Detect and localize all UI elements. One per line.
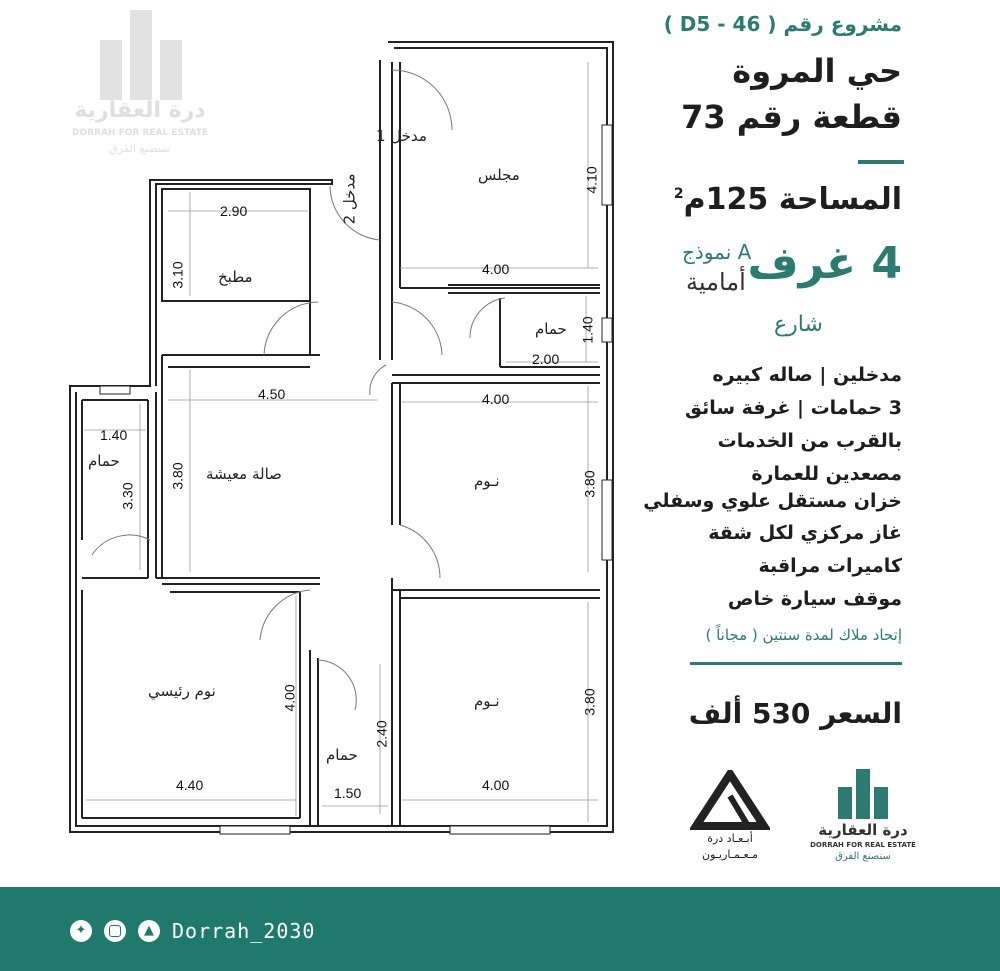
entrance-1-label: مدخل 1 xyxy=(376,127,427,145)
area xyxy=(674,182,902,217)
facing: أمامية xyxy=(686,268,746,296)
room-bed-2: نـوم xyxy=(474,692,500,710)
entrance-2-label: مدخل 2 xyxy=(340,173,359,225)
room-bath-bottom: حمام xyxy=(326,746,358,764)
dim-bath-left-w: 1.40 xyxy=(100,427,128,443)
dim-bath-bottom-w: 1.50 xyxy=(334,785,362,801)
rooms-count: 4 غرف xyxy=(747,238,902,289)
dim-bed1-h: 3.80 xyxy=(581,470,598,498)
feature-line: مدخلين | صاله كبيره xyxy=(712,364,902,386)
dim-bed2-w: 4.00 xyxy=(482,777,510,793)
partner-logo xyxy=(690,770,770,870)
dim-bed2-h: 3.80 xyxy=(581,688,598,716)
project-code: ( D5 - 46 ) xyxy=(663,12,777,36)
plot-number: قطعة رقم 73 xyxy=(681,98,902,136)
brand-name-en: DORRAH FOR REAL ESTATE xyxy=(810,841,916,849)
dim-kitchen-h: 3.10 xyxy=(169,261,186,289)
dim-majlis-h: 4.10 xyxy=(583,166,600,194)
project-label: مشروع رقم xyxy=(783,12,902,36)
partner-line-2: مـعـمـاريـون xyxy=(702,848,758,861)
area-sup: 2 xyxy=(673,186,684,202)
project-number xyxy=(664,12,902,36)
feature-line: غاز مركزي لكل شقة xyxy=(708,522,902,544)
model: نموذج A xyxy=(682,240,752,264)
feature-line: 3 حمامات | غرفة سائق xyxy=(684,397,902,419)
brand-slogan: سنصنع الفرق xyxy=(835,851,891,862)
dim-bath-top-h: 1.40 xyxy=(579,316,596,344)
room-kitchen: مطبخ xyxy=(218,268,253,286)
room-bath-left: حمام xyxy=(88,452,120,470)
area-label: المساحة 125م xyxy=(683,182,902,217)
watermark-name-en: DORRAH FOR REAL ESTATE xyxy=(71,128,208,138)
street: شارع xyxy=(774,312,823,337)
dim-bath-left-h: 3.30 xyxy=(119,482,136,510)
feature-line: كاميرات مراقبة xyxy=(758,555,902,577)
offer-note: إتحاد ملاك لمدة سنتين ( مجاناً ) xyxy=(705,626,902,644)
twitter-icon[interactable]: ✦ xyxy=(70,920,92,942)
social-handle[interactable]: Dorrah_2030 xyxy=(172,919,316,943)
dim-master-w: 4.40 xyxy=(176,777,204,793)
instagram-icon[interactable] xyxy=(104,920,126,942)
brand-logo xyxy=(808,765,918,875)
dim-living-h: 3.80 xyxy=(169,462,186,490)
feature-line: مصعدين للعمارة xyxy=(751,463,902,485)
logo-bars-icon xyxy=(808,765,918,821)
dim-master-h: 4.00 xyxy=(281,684,298,712)
watermark-slogan: سنصنع الفرق xyxy=(109,142,171,155)
brand-name: درة العقارية xyxy=(818,821,908,839)
triangle-logo-icon xyxy=(690,770,770,830)
feature-line: بالقرب من الخدمات xyxy=(717,430,902,452)
room-bed-1: نـوم xyxy=(474,472,500,490)
dim-bath-top-w: 2.00 xyxy=(532,351,560,367)
dim-majlis-w: 4.00 xyxy=(482,261,510,277)
room-bath-top: حمام xyxy=(535,320,567,338)
room-majlis: مجلس xyxy=(478,166,520,184)
dim-living-w: 4.50 xyxy=(258,386,286,402)
dim-bed1-w: 4.00 xyxy=(482,391,510,407)
dim-kitchen-w: 2.90 xyxy=(220,203,248,219)
feature-line: موقف سيارة خاص xyxy=(727,588,902,610)
price: السعر 530 ألف xyxy=(688,697,902,730)
header-divider xyxy=(858,160,904,164)
snapchat-icon[interactable]: ▲ xyxy=(138,920,160,942)
district: حي المروة xyxy=(732,52,902,90)
feature-line: خزان مستقل علوي وسفلي xyxy=(643,490,902,512)
watermark-name: درة العقارية xyxy=(74,98,206,123)
dim-bath-bottom-h: 2.40 xyxy=(373,720,390,748)
room-living: صالة معيشة xyxy=(206,465,282,483)
footer-bar xyxy=(0,887,1000,971)
price-divider xyxy=(690,662,902,665)
partner-line-1: أبـعـاد درة xyxy=(707,832,753,845)
room-master: نوم رئيسي xyxy=(148,682,216,700)
